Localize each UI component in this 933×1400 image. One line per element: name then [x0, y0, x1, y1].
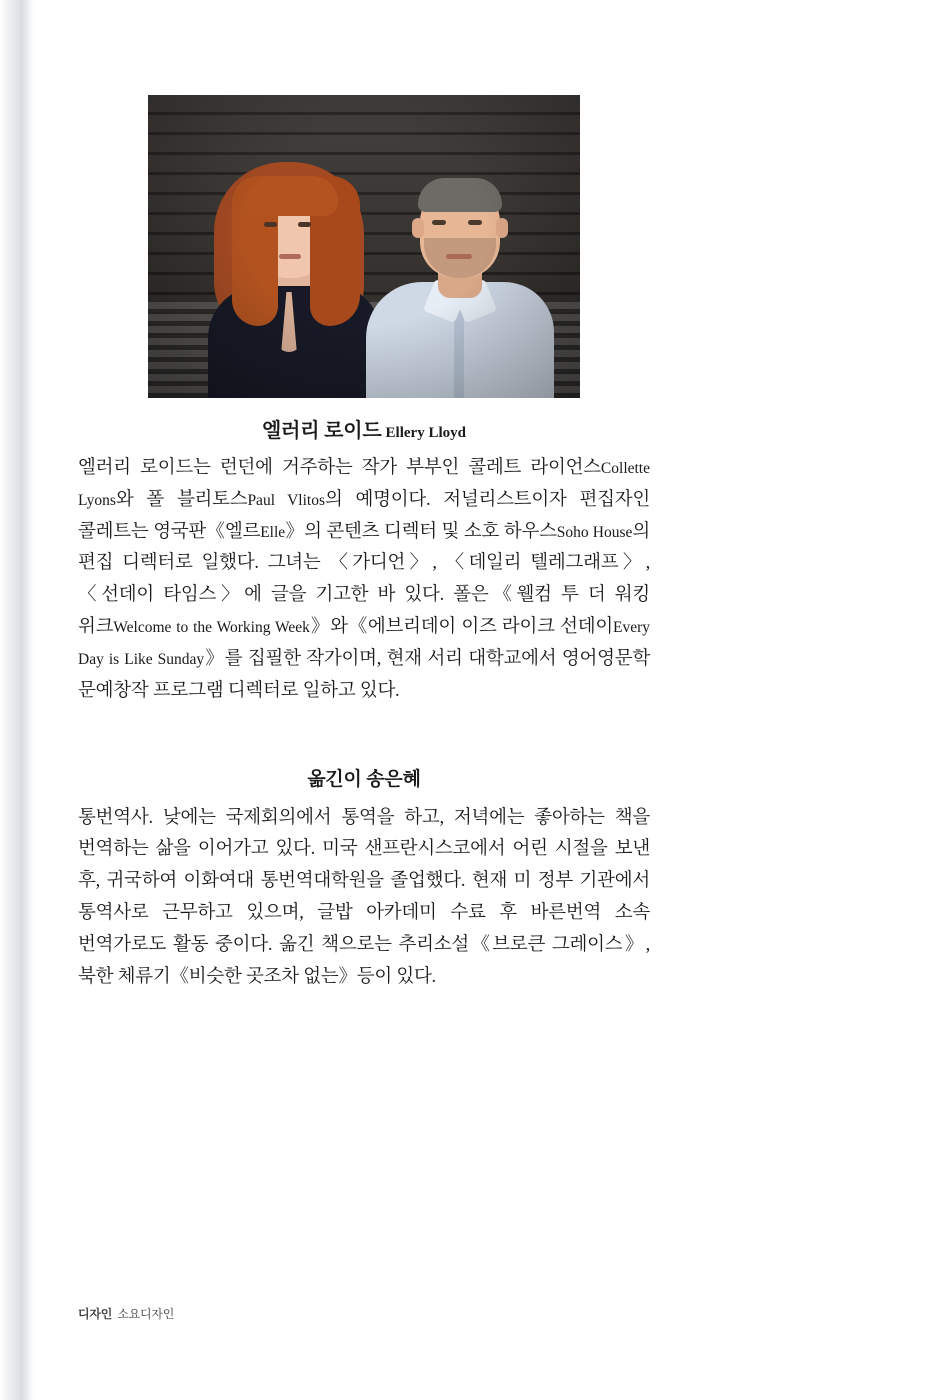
bio-part: 》를 집필한 작가이며, 현재 서리 대학교에서 영어영문학 문예창작 프로그램 디렉터로 일하고 있다.: [78, 648, 650, 701]
photo-backdrop-brick-wall: [148, 95, 580, 398]
bio-part: 와 폴 블리토스: [115, 489, 248, 510]
photo-vignette: [148, 95, 580, 398]
book-page: [34, 0, 933, 1400]
translator-bio-paragraph: 통번역사. 낮에는 국제회의에서 통역을 하고, 저녁에는 좋아하는 책을 번역하는 삶을 이어가고 있다. 미국 샌프란시스코에서 어린 시절을 보낸 후, 귀국하여 이화여대 통번역대학원을 졸업했다. 현재 미 정부 기관에서 통역사로 근무하고 있으며, 글밥 아카데미 수료 후 바른번역 소속 번역가로도 활동 중이다. 옮긴 책으로는 추리소설《브로큰 그레이스》, 북한 체류기《비슷한 곳조차 없는》등이 있다.: [78, 807, 650, 987]
design-credit-value: 소요디자인: [117, 1307, 175, 1321]
bio-part: 엘러리 로이드는 런던에 거주하는 작가 부부인 콜레트 라이언스: [78, 458, 601, 478]
author-name-romanized: Ellery Lloyd: [385, 425, 466, 441]
bio-part-romanized: Elle: [260, 523, 286, 541]
bio-part-romanized: Every Day is Like Sunday: [78, 619, 651, 668]
author-bio-paragraph: [78, 453, 650, 708]
bio-part-romanized: Soho House: [556, 523, 633, 541]
bio-part: 》의 콘텐츠 디렉터 및 소호 하우스: [285, 521, 557, 542]
design-credit: [78, 1305, 174, 1322]
bio-part-romanized: Paul Vlitos: [247, 491, 326, 509]
author-portrait-photo: [148, 95, 580, 398]
design-credit-label: 디자인: [78, 1307, 113, 1321]
bio-part: 의 편집 디렉터로 일했다. 그녀는 〈가디언〉, 〈데일리 텔레그래프〉, 〈선데이 타임스〉에 글을 기고한 바 있다. 폴은《웰컴 투 더 워킹 위크: [78, 521, 651, 638]
bio-part: 의 예명이다. 저널리스트이자 편집자인 콜레트는 영국판《엘르: [78, 489, 651, 542]
bio-part-romanized: Collette Lyons: [78, 460, 650, 509]
page-edge-shadow: [0, 0, 34, 1400]
bio-part: 》와《에브리데이 이즈 라이크 선데이: [309, 617, 613, 638]
author-name-heading: [78, 414, 650, 443]
author-name-korean: 엘러리 로이드: [262, 420, 382, 442]
translator-name-heading: 옮긴이 송은혜: [307, 768, 421, 790]
page-content: [78, 95, 650, 993]
bio-part-romanized: Welcome to the Working Week: [113, 619, 310, 637]
